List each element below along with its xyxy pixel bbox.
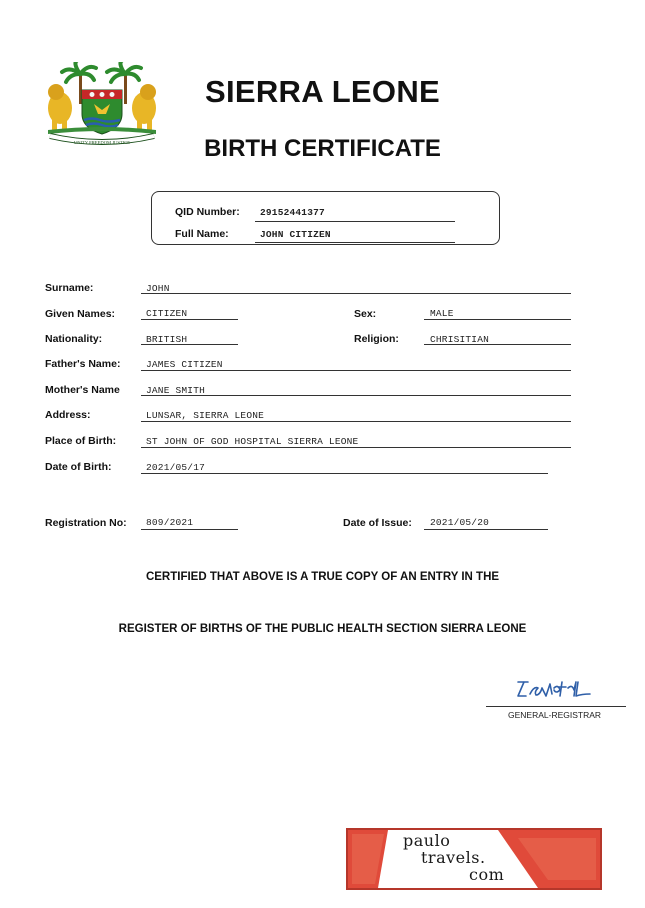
mother-name-label: Mother's Name [45, 384, 120, 396]
registration-no-value: 809/2021 [146, 517, 194, 528]
date-of-birth-label: Date of Birth: [45, 461, 112, 473]
given-names-underline [141, 319, 238, 320]
address-value: LUNSAR, SIERRA LEONE [146, 410, 265, 421]
registration-no-label: Registration No: [45, 517, 127, 529]
given-names-label: Given Names: [45, 308, 116, 320]
address-label: Address: [45, 409, 91, 421]
nationality-label: Nationality: [45, 333, 103, 345]
surname-label: Surname: [45, 282, 94, 294]
place-of-birth-underline [141, 447, 571, 448]
religion-value: CHRISITIAN [430, 334, 490, 345]
address-underline [141, 421, 571, 422]
full-name-underline [255, 242, 455, 243]
sex-underline [424, 319, 571, 320]
place-of-birth-value: ST JOHN OF GOD HOSPITAL SIERRA LEONE [146, 436, 359, 447]
registration-no-underline [141, 529, 238, 530]
given-names-value: CITIZEN [146, 308, 188, 319]
certification-line-1: CERTIFIED THAT ABOVE IS A TRUE COPY OF AN ENTRY IN THE [145, 571, 500, 583]
document-title: BIRTH CERTIFICATE [204, 135, 441, 162]
sex-value: MALE [430, 308, 454, 319]
father-name-label: Father's Name: [45, 358, 121, 370]
signature-line [486, 706, 626, 707]
religion-underline [424, 344, 571, 345]
date-of-issue-value: 2021/05/20 [430, 517, 490, 528]
certification-line-2: REGISTER OF BIRTHS OF THE PUBLIC HEALTH SECTION SIERRA LEONE [118, 623, 527, 635]
surname-underline [141, 293, 571, 294]
country-title: SIERRA LEONE [205, 74, 440, 109]
watermark-line-3: com [469, 865, 505, 884]
surname-value: JOHN [146, 283, 170, 294]
religion-label: Religion: [354, 333, 399, 345]
place-of-birth-label: Place of Birth: [45, 435, 117, 447]
watermark-logo-text [403, 832, 504, 883]
nationality-underline [141, 344, 238, 345]
date-of-issue-label: Date of Issue: [343, 517, 412, 529]
date-of-birth-underline [141, 473, 548, 474]
date-of-issue-underline [424, 529, 548, 530]
date-of-birth-value: 2021/05/17 [146, 462, 206, 473]
qid-number-value: 29152441377 [260, 207, 325, 218]
sex-label: Sex: [354, 308, 377, 320]
full-name-label: Full Name: [175, 228, 229, 240]
father-name-underline [141, 370, 571, 371]
father-name-value: JAMES CITIZEN [146, 359, 223, 370]
watermark-line-1: paulo [403, 831, 451, 850]
qid-number-label: QID Number: [175, 206, 240, 218]
registrar-signature-icon [512, 676, 596, 702]
mother-name-value: JANE SMITH [146, 385, 206, 396]
watermark-line-2: travels. [421, 848, 486, 867]
full-name-value: JOHN CITIZEN [260, 229, 331, 240]
nationality-value: BRITISH [146, 334, 188, 345]
motto-text: UNITY FREEDOM JUSTICE [73, 140, 131, 145]
mother-name-underline [141, 395, 571, 396]
qid-number-underline [255, 221, 455, 222]
registrar-title: GENERAL-REGISTRAR [508, 710, 602, 720]
